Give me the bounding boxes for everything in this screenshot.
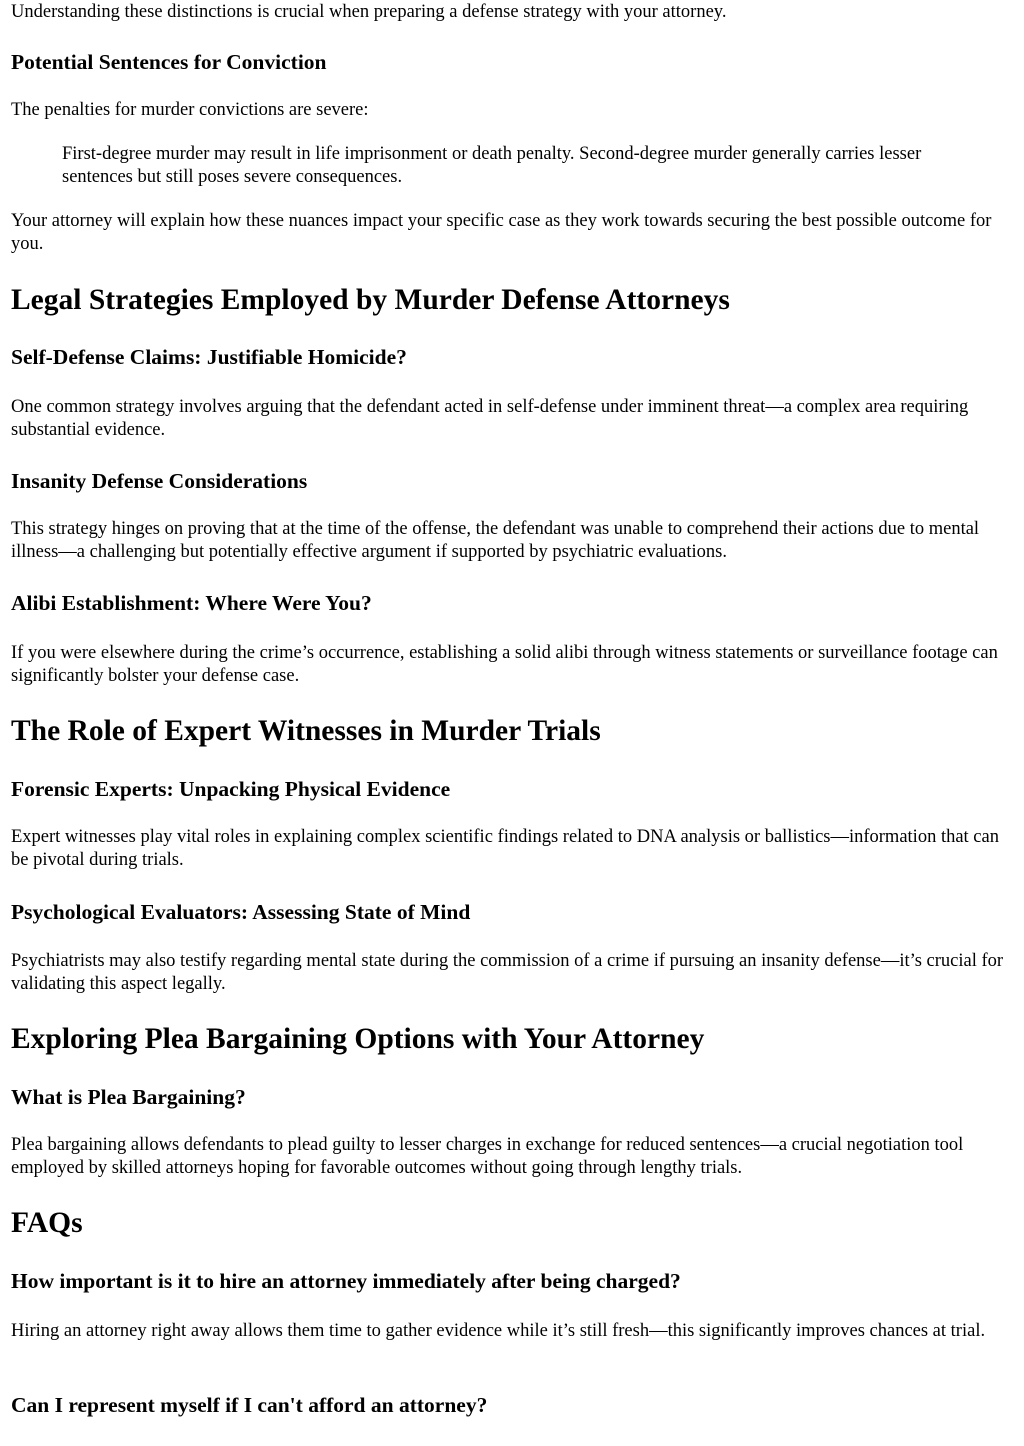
heading-faqs: FAQs xyxy=(11,1207,83,1239)
self-defense-paragraph: One common strategy involves arguing that the defendant acted in self-defense under imminent threat—a complex area requiring substantial evidence. xyxy=(11,397,969,440)
heading-alibi: Alibi Establishment: Where Were You? xyxy=(11,591,372,615)
heading-forensic-experts: Forensic Experts: Unpacking Physical Evidence xyxy=(11,777,451,801)
penalties-paragraph: The penalties for murder convictions are severe: xyxy=(11,100,369,120)
nuances-paragraph: Your attorney will explain how these nuances impact your specific case as they work towards securing the best possible outcome for you. xyxy=(11,211,992,254)
plea-paragraph: Plea bargaining allows defendants to plead guilty to lesser charges in exchange for reduced sentences—a crucial negotiation tool employed by skilled attorneys hoping for favorable outcomes without going through lengthy trials. xyxy=(11,1135,964,1178)
degrees-blockquote: First-degree murder may result in life imprisonment or death penalty. Second-degree murder generally carries lesser sentences but still poses severe consequences. xyxy=(62,144,922,187)
psychological-paragraph: Psychiatrists may also testify regarding mental state during the commission of a crime if pursuing an insanity defense—it’s crucial for validating this aspect legally. xyxy=(11,951,1004,994)
heading-psychological-evaluators: Psychological Evaluators: Assessing State of Mind xyxy=(11,900,471,924)
heading-self-defense: Self-Defense Claims: Justifiable Homicide? xyxy=(11,345,407,369)
heading-plea-bargaining-options: Exploring Plea Bargaining Options with Your Attorney xyxy=(11,1023,705,1055)
forensic-paragraph: Expert witnesses play vital roles in explaining complex scientific findings related to DNA analysis or ballistics—information that can be pivotal during trials. xyxy=(11,827,999,870)
heading-insanity-defense: Insanity Defense Considerations xyxy=(11,469,308,493)
alibi-paragraph: If you were elsewhere during the crime’s occurrence, establishing a solid alibi through witness statements or surveillance footage can significantly bolster your defense case. xyxy=(11,643,998,686)
heading-expert-witnesses: The Role of Expert Witnesses in Murder Trials xyxy=(11,715,601,747)
faq-question-1: How important is it to hire an attorney immediately after being charged? xyxy=(11,1269,681,1293)
faq-question-2: Can I represent myself if I can't afford an attorney? xyxy=(11,1393,488,1417)
heading-legal-strategies: Legal Strategies Employed by Murder Defense Attorneys xyxy=(11,284,730,316)
heading-potential-sentences: Potential Sentences for Conviction xyxy=(11,50,327,74)
insanity-paragraph: This strategy hinges on proving that at the time of the offense, the defendant was unable to comprehend their actions due to mental illness—a challenging but potentially effective argument if supported by psychiatric evaluations. xyxy=(11,519,980,562)
heading-what-is-plea-bargaining: What is Plea Bargaining? xyxy=(11,1085,246,1109)
intro-paragraph: Understanding these distinctions is crucial when preparing a defense strategy with your attorney. xyxy=(11,2,727,22)
faq-answer-1: Hiring an attorney right away allows them time to gather evidence while it’s still fresh—this significantly improves chances at trial. xyxy=(11,1321,986,1341)
